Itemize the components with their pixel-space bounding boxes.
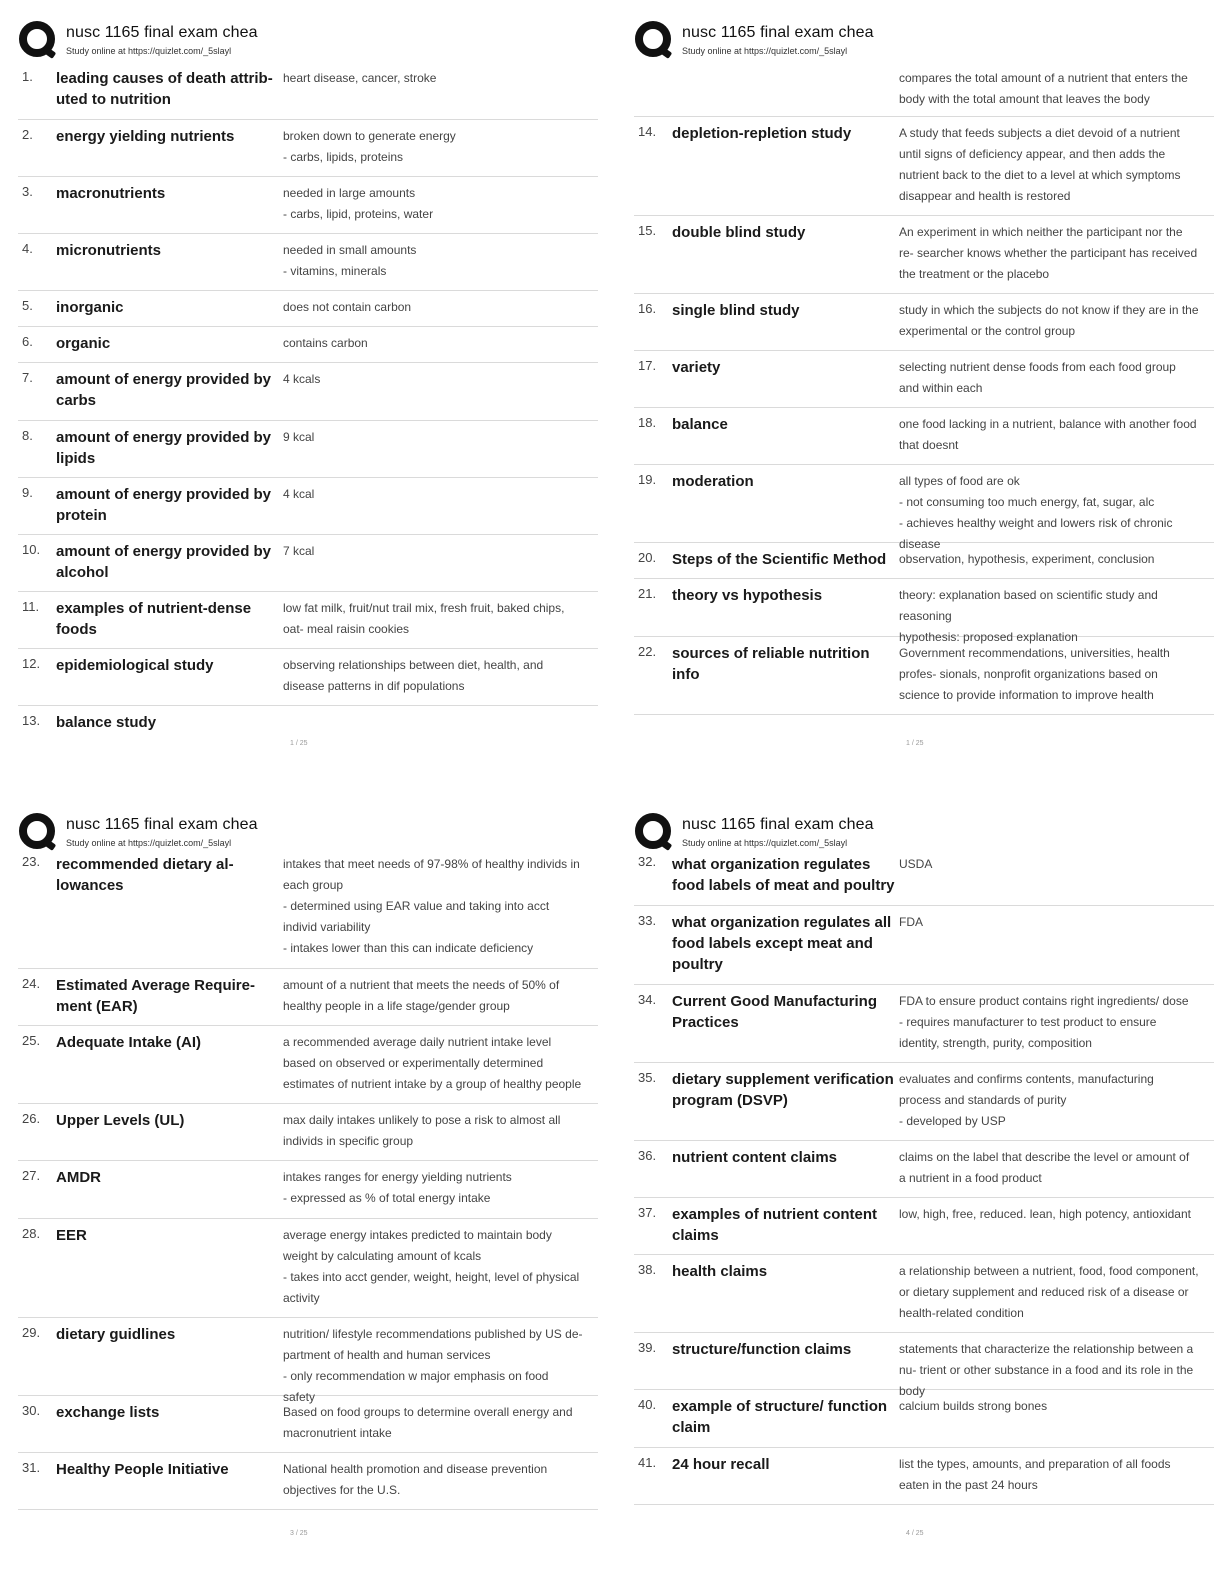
row-term: balance study <box>56 714 157 731</box>
page-header <box>18 18 598 62</box>
table-row <box>634 637 1214 715</box>
row-number: 26. <box>22 1111 41 1126</box>
row-definition: 7 kcal <box>283 544 315 558</box>
row-number: 6. <box>22 334 33 349</box>
row-number: 23. <box>22 854 41 869</box>
row-definition: needed in large amounts - carbs, lipid, proteins, water <box>283 186 434 221</box>
row-number: 10. <box>22 542 41 557</box>
table-row <box>634 579 1214 644</box>
row-term: leading causes of death attrib- uted to nutrition <box>56 70 273 108</box>
row-number: 40. <box>638 1397 657 1412</box>
row-definition: observing relationships between diet, health, and disease patterns in dif populations <box>283 658 544 693</box>
doc-title: nusc 1165 final exam chea <box>66 24 258 41</box>
row-number: 13. <box>22 713 41 728</box>
table-row <box>634 985 1214 1063</box>
row-term: structure/function claims <box>672 1341 852 1358</box>
row-definition <box>283 706 583 740</box>
row-term: exchange lists <box>56 1404 160 1421</box>
row-number: 11. <box>22 599 40 614</box>
table-row <box>18 1396 598 1453</box>
row-term: Estimated Average Require- ment (EAR) <box>56 977 255 1015</box>
row-number: 15. <box>638 223 657 238</box>
page-header <box>634 18 1214 62</box>
row-term: dietary supplement verification program (DSVP) <box>672 1071 894 1109</box>
row-number: 28. <box>22 1226 41 1241</box>
row-number: 31. <box>22 1460 41 1475</box>
row-number: 25. <box>22 1033 41 1048</box>
row-term: depletion-repletion study <box>672 125 852 142</box>
row-definition: National health promotion and disease prevention objectives for the U.S. <box>283 1462 548 1497</box>
row-number: 38. <box>638 1262 657 1277</box>
row-definition: claims on the label that describe the level or amount of a nutrient in a food product <box>899 1150 1190 1185</box>
row-number: 1. <box>22 69 33 84</box>
row-term: sources of reliable nutrition info <box>672 645 870 683</box>
row-term: amount of energy provided by carbs <box>56 371 272 409</box>
table-row <box>18 177 598 234</box>
row-number: 14. <box>638 124 657 139</box>
flashcard-list <box>634 62 1214 715</box>
row-definition: list the types, amounts, and preparation of all foods eaten in the past 24 hours <box>899 1457 1171 1492</box>
doc-subtitle: Study online at https://quizlet.com/_5slayl <box>682 46 848 56</box>
table-row <box>18 363 598 421</box>
row-term: Healthy People Initiative <box>56 1461 229 1478</box>
row-definition: calcium builds strong bones <box>899 1399 1048 1413</box>
row-definition: FDA to ensure product contains right ingredients/ dose - requires manufacturer to test product to ensure identity, strength, purity, composition <box>899 994 1189 1050</box>
page-number: 3 / 25 <box>290 1530 308 1537</box>
table-row <box>634 294 1214 351</box>
row-term: examples of nutrient-dense foods <box>56 600 252 638</box>
row-definition: one food lacking in a nutrient, balance with another food that doesnt <box>899 417 1197 452</box>
row-definition: a relationship between a nutrient, food, food component, or dietary supplement and reduced risk of a disease or health-related condition <box>899 1264 1199 1320</box>
row-number: 19. <box>638 472 657 487</box>
row-number: 8. <box>22 428 33 443</box>
row-definition: contains carbon <box>283 336 368 350</box>
row-term: amount of energy provided by protein <box>56 486 272 524</box>
page-number: 1 / 25 <box>906 740 924 747</box>
table-row <box>18 1026 598 1104</box>
row-definition: An experiment in which neither the participant nor the re- searcher knows whether the participant has received the treatment or the placebo <box>899 225 1198 281</box>
table-row <box>18 478 598 535</box>
page-header <box>18 810 598 854</box>
row-term: theory vs hypothesis <box>672 587 823 604</box>
row-term: double blind study <box>672 224 806 241</box>
row-term: Current Good Manufacturing Practices <box>672 993 877 1031</box>
table-row <box>18 1453 598 1510</box>
row-term: micronutrients <box>56 242 162 259</box>
table-row <box>634 906 1214 985</box>
doc-subtitle: Study online at https://quizlet.com/_5slayl <box>682 838 848 848</box>
row-definition: low fat milk, fruit/nut trail mix, fresh fruit, baked chips, oat- meal raisin cookies <box>283 601 565 636</box>
row-term: epidemiological study <box>56 657 214 674</box>
page-4 <box>634 810 1214 1537</box>
row-definition: does not contain carbon <box>283 300 412 314</box>
flashcard-list <box>18 854 598 1510</box>
row-definition: low, high, free, reduced. lean, high potency, antioxidant <box>899 1207 1191 1221</box>
table-row <box>18 1161 598 1219</box>
table-row <box>18 706 598 740</box>
table-row <box>18 421 598 478</box>
row-number: 5. <box>22 298 33 313</box>
table-row <box>634 1198 1214 1255</box>
row-term: Upper Levels (UL) <box>56 1112 185 1129</box>
table-row <box>634 1390 1214 1448</box>
page-header <box>634 810 1214 854</box>
table-row <box>634 1333 1214 1398</box>
row-number: 39. <box>638 1340 657 1355</box>
row-definition: all types of food are ok - not consuming too much energy, fat, sugar, alc - achieves healthy weight and lowers risk of chronic disease <box>899 474 1173 551</box>
table-row <box>18 854 598 969</box>
row-definition: average energy intakes predicted to maintain body weight by calculating amount of kcals - takes into acct gender, weight, height, level of physical activity <box>283 1228 580 1305</box>
row-definition: broken down to generate energy - carbs, lipids, proteins <box>283 129 456 164</box>
table-row <box>18 1104 598 1161</box>
row-definition: amount of a nutrient that meets the needs of 50% of healthy people in a life stage/gender group <box>283 978 560 1013</box>
table-row <box>634 543 1214 579</box>
row-term: amount of energy provided by lipids <box>56 429 272 467</box>
row-number: 18. <box>638 415 657 430</box>
row-term: nutrient content claims <box>672 1149 838 1166</box>
row-definition: statements that characterize the relationship between a nu- trient or other substance in a food and its role in the body <box>899 1342 1194 1398</box>
row-definition: intakes that meet needs of 97-98% of healthy individs in each group - determined using EAR value and taking into acct individ variability - intakes lower than this can indicate deficiency <box>283 857 580 955</box>
row-definition: evaluates and confirms contents, manufacturing process and standards of purity - developed by USP <box>899 1072 1154 1128</box>
row-term: 24 hour recall <box>672 1456 770 1473</box>
table-row <box>18 592 598 649</box>
row-definition: Based on food groups to determine overall energy and macronutrient intake <box>283 1405 573 1440</box>
row-number: 36. <box>638 1148 657 1163</box>
table-row <box>634 408 1214 465</box>
row-term: example of structure/ function claim <box>672 1398 888 1436</box>
row-term: inorganic <box>56 299 124 316</box>
row-term: recommended dietary al- lowances <box>56 856 234 894</box>
page-number: 1 / 25 <box>290 740 308 747</box>
row-term: organic <box>56 335 111 352</box>
doc-subtitle: Study online at https://quizlet.com/_5slayl <box>66 838 232 848</box>
row-definition: heart disease, cancer, stroke <box>283 71 437 85</box>
row-definition: needed in small amounts - vitamins, minerals <box>283 243 417 278</box>
row-number: 34. <box>638 992 657 1007</box>
row-number: 41. <box>638 1455 657 1470</box>
row-definition: compares the total amount of a nutrient that enters the body with the total amount that leaves the body <box>899 71 1188 106</box>
row-definition: observation, hypothesis, experiment, conclusion <box>899 552 1155 566</box>
row-term: balance <box>672 416 728 433</box>
row-definition: FDA <box>899 915 923 929</box>
quizlet-logo-icon <box>18 20 58 60</box>
table-row <box>18 291 598 327</box>
doc-subtitle: Study online at https://quizlet.com/_5slayl <box>66 46 232 56</box>
row-number: 12. <box>22 656 41 671</box>
row-number: 7. <box>22 370 33 385</box>
row-term: AMDR <box>56 1169 101 1186</box>
page-3 <box>18 810 598 1537</box>
page-number: 4 / 25 <box>906 1530 924 1537</box>
row-number: 9. <box>22 485 33 500</box>
table-row <box>634 1448 1214 1505</box>
row-definition: study in which the subjects do not know if they are in the experimental or the control group <box>899 303 1199 338</box>
page-2 <box>634 18 1214 747</box>
quizlet-logo-icon <box>634 812 674 852</box>
doc-title: nusc 1165 final exam chea <box>682 24 874 41</box>
table-row <box>634 1255 1214 1333</box>
row-definition: selecting nutrient dense foods from each food group and within each <box>899 360 1176 395</box>
table-row <box>18 234 598 291</box>
doc-title: nusc 1165 final exam chea <box>682 816 874 833</box>
row-definition: 4 kcal <box>283 487 315 501</box>
row-definition: nutrition/ lifestyle recommendations published by US de- partment of health and human services - only recommendation w major emphasis on food safety <box>283 1327 583 1404</box>
page-1 <box>18 18 598 747</box>
row-definition: 4 kcals <box>283 372 321 386</box>
table-row <box>634 465 1214 551</box>
row-definition: intakes ranges for energy yielding nutrients - expressed as % of total energy intake <box>283 1170 512 1205</box>
row-term: what organization regulates food labels of meat and poultry <box>672 856 895 894</box>
table-row <box>634 351 1214 408</box>
quizlet-logo-icon <box>18 812 58 852</box>
row-number: 4. <box>22 241 33 256</box>
row-term: examples of nutrient content claims <box>672 1206 878 1244</box>
row-number: 30. <box>22 1403 41 1418</box>
quizlet-logo-icon <box>634 20 674 60</box>
row-term: Adequate Intake (AI) <box>56 1034 202 1051</box>
row-definition: USDA <box>899 857 933 871</box>
row-number: 32. <box>638 854 657 869</box>
row-term: macronutrients <box>56 185 166 202</box>
table-row <box>18 327 598 363</box>
row-definition: A study that feeds subjects a diet devoid of a nutrient until signs of deficiency appear, and then adds the nutrient back to the diet to a level at which symptoms disappear and health is restored <box>899 126 1181 203</box>
table-row <box>18 1219 598 1318</box>
table-row <box>18 62 598 120</box>
row-term: Steps of the Scientific Method <box>672 551 887 568</box>
row-number: 27. <box>22 1168 41 1183</box>
row-number: 20. <box>638 550 657 565</box>
table-row <box>634 216 1214 294</box>
row-number: 35. <box>638 1070 657 1085</box>
row-definition: Government recommendations, universities, health profes- sionals, nonprofit organizations based on science to provide information to improve health <box>899 646 1170 702</box>
row-definition: max daily intakes unlikely to pose a risk to almost all individs in specific group <box>283 1113 561 1148</box>
row-term: what organization regulates all food labels except meat and poultry <box>672 914 892 973</box>
flashcard-list <box>18 62 598 740</box>
table-row <box>18 969 598 1026</box>
row-definition: a recommended average daily nutrient intake level based on observed or experimentally determined estimates of nutrient intake by a group of healthy people <box>283 1035 582 1091</box>
row-number: 17. <box>638 358 657 373</box>
row-number: 2. <box>22 127 33 142</box>
row-number: 22. <box>638 644 657 659</box>
row-definition: 9 kcal <box>283 430 315 444</box>
table-row <box>18 1318 598 1404</box>
table-row <box>18 535 598 592</box>
row-number: 3. <box>22 184 33 199</box>
row-number: 16. <box>638 301 657 316</box>
table-row <box>18 649 598 706</box>
flashcard-list <box>634 854 1214 1505</box>
row-number: 33. <box>638 913 657 928</box>
table-row <box>18 120 598 177</box>
row-definition: theory: explanation based on scientific study and reasoning hypothesis: proposed explanation <box>899 588 1158 644</box>
row-number: 24. <box>22 976 41 991</box>
row-term: amount of energy provided by alcohol <box>56 543 272 581</box>
doc-title: nusc 1165 final exam chea <box>66 816 258 833</box>
row-number: 37. <box>638 1205 657 1220</box>
row-number: 29. <box>22 1325 41 1340</box>
table-row <box>634 1141 1214 1198</box>
table-row <box>634 117 1214 216</box>
row-term: energy yielding nutrients <box>56 128 235 145</box>
table-row <box>634 1063 1214 1141</box>
row-term: variety <box>672 359 721 376</box>
row-term: EER <box>56 1227 87 1244</box>
table-row-continuation <box>634 62 1214 117</box>
row-term: moderation <box>672 473 754 490</box>
row-term: dietary guidlines <box>56 1326 176 1343</box>
row-term: single blind study <box>672 302 800 319</box>
row-number: 21. <box>638 586 657 601</box>
table-row <box>634 854 1214 906</box>
row-term: health claims <box>672 1263 768 1280</box>
